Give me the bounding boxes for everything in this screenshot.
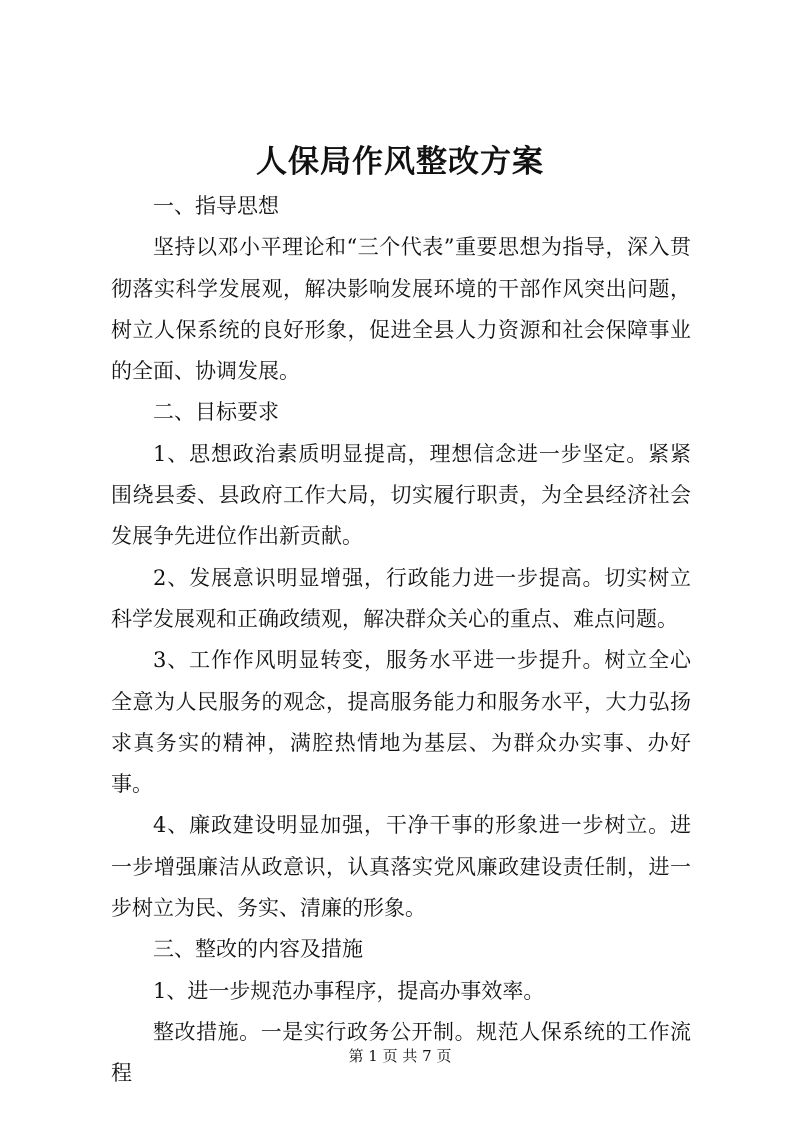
page-footer: 第 1 页 共 7 页	[348, 1047, 452, 1065]
body-paragraph: 1、思想政治素质明显提高，理想信念进一步坚定。紧紧围绕县委、县政府工作大局，切实履行职责，为全县经济社会发展争先进位作出新贡献。	[111, 441, 691, 549]
body-paragraph: 坚持以邓小平理论和“三个代表”重要思想为指导，深入贯彻落实科学发展观，解决影响发展环境的干部作风突出问题，树立人保系统的良好形象，促进全县人力资源和社会保障事业的全面、协调发展。	[111, 235, 691, 384]
body-paragraph: 4、廉政建设明显加强，干净干事的形象进一步树立。进一步增强廉洁从政意识，认真落实党风廉政建设责任制，进一步树立为民、务实、清廉的形象。	[111, 813, 691, 921]
section-heading: 一、指导思想	[153, 194, 279, 218]
body-paragraph: 2、发展意识明显增强，行政能力进一步提高。切实树立科学发展观和正确政绩观，解决群众关心的重点、难点问题。	[111, 565, 691, 631]
document-title: 人保局作风整改方案	[256, 144, 544, 180]
section-heading: 三、整改的内容及措施	[153, 937, 363, 962]
document-body	[111, 186, 691, 1095]
body-paragraph: 1、进一步规范办事程序，提高办事效率。	[153, 978, 545, 1003]
section-heading: 二、目标要求	[153, 400, 279, 425]
body-paragraph: 整改措施。一是实行政务公开制。规范人保系统的工作流程	[111, 1019, 691, 1086]
body-paragraph: 3、工作作风明显转变，服务水平进一步提升。树立全心全意为人民服务的观念，提高服务能力和服务水平，大力弘扬求真务实的精神，满腔热情地为基层、为群众办实事、办好事。	[111, 648, 691, 797]
